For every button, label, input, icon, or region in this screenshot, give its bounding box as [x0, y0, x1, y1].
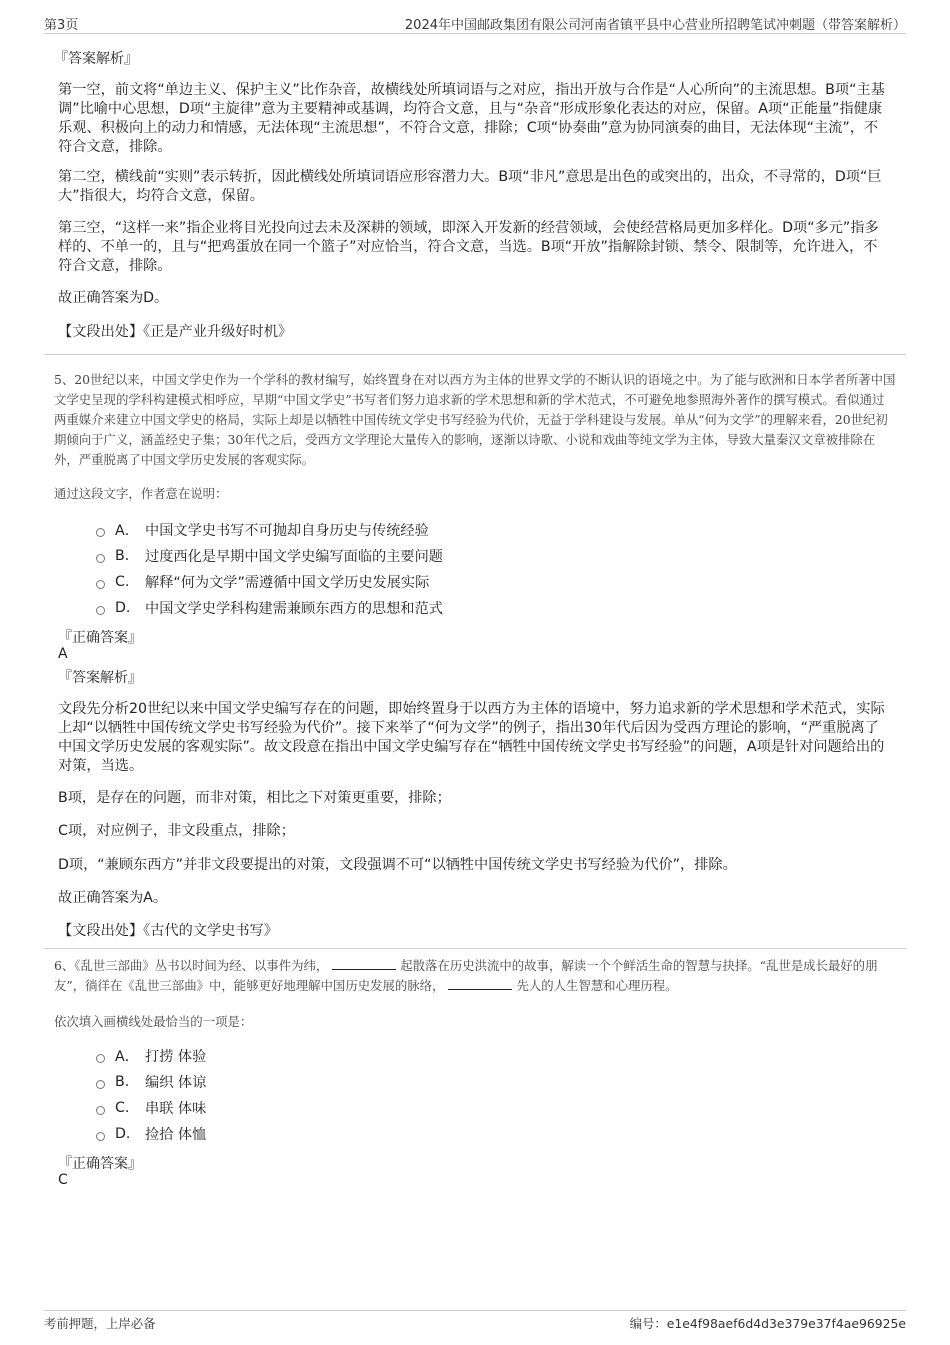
q5-analysis-paragraph-4: D项，“兼顾东西方”并非文段要提出的对策，文段强调不可“以牺牲中国传统文学史书写经验为代价”，排除。: [58, 857, 737, 873]
radio-icon[interactable]: [96, 1054, 105, 1063]
q6-question-text: [54, 956, 896, 996]
option-letter: D.: [115, 1126, 131, 1142]
option-text: 过度西化是早期中国文学史编写面临的主要问题: [145, 549, 443, 565]
document-id: 编号：e1e4f98aef6d4d3e379e37f4ae96925e: [629, 1316, 906, 1331]
q5-source: 【文段出处】《古代的文学史书写》: [58, 923, 278, 939]
q4-analysis-paragraph-1: 第一空，前文将“单边主义、保护主义”比作杂音，故横线处所填词语与之对应，指出开放与合作是“人心所向”的主流思想。B项“主基调”比喻中心思想，D项“主旋律”意为主要精神或基调，均符合文意，且与“杂音”形成形象化表达的对应，保留。A项“正能量”指健康乐观、积极向上的动力和情感，无法体现“主流思想”，不符合文意，排除；C项“协奏曲”意为协同演奏的曲目，无法体现“主流”，不符合文意，排除。: [58, 82, 885, 155]
q5-option-c[interactable]: [96, 572, 429, 592]
q5-answer-label: 『正确答案』: [58, 630, 142, 646]
option-text: 串联 体味: [145, 1101, 207, 1117]
radio-icon[interactable]: [96, 528, 105, 537]
q6-option-d[interactable]: [96, 1124, 206, 1144]
q6-text-part-2: 起散落在历史洪流中的故事，解读一个个鲜活生命的智慧与抉择。“乱世是成长最好的朋友”，徜徉在《乱世三部曲》中，能够更好地理解中国历史发展的脉络，: [54, 958, 878, 993]
radio-icon[interactable]: [96, 1106, 105, 1115]
radio-icon[interactable]: [96, 1080, 105, 1089]
fill-blank-1: [332, 957, 396, 970]
section-divider: [44, 948, 906, 949]
option-text: 中国文学史书写不可抛却自身历史与传统经验: [145, 523, 429, 539]
footer-divider: [44, 1310, 906, 1311]
option-text: 中国文学史学科构建需兼顾东西方的思想和范式: [145, 601, 443, 617]
radio-icon[interactable]: [96, 580, 105, 589]
q4-analysis-label: 『答案解析』: [54, 51, 138, 67]
document-title: 2024年中国邮政集团有限公司河南省镇平县中心营业所招聘笔试冲刺题（带答案解析）: [404, 18, 906, 33]
footer-slogan: 考前押题，上岸必备: [44, 1316, 156, 1331]
q5-analysis-paragraph-1: 文段先分析20世纪以来中国文学史编写存在的问题，即始终置身于以西方为主体的语境中，努力追求新的学术思想和学术范式，实际上却“以牺牲中国传统文学史书写经验为代价”。接下来举了“何为文学”的例子，指出30年代后因为受西方理论的影响，“严重脱离了中国文学历史发展的客观实际”。故文段意在指出中国文学史编写存在“牺牲中国传统文学史书写经验”的问题，A项是针对问题给出的对策，当选。: [58, 701, 885, 774]
q5-analysis-paragraph-2: B项，是存在的问题，而非对策，相比之下对策更重要，排除；: [58, 790, 451, 806]
q5-analysis-paragraph-3: C项，对应例子，非文段重点，排除；: [58, 823, 295, 839]
option-letter: B.: [115, 548, 130, 564]
q6-option-b[interactable]: [96, 1072, 206, 1092]
q5-question-text: 5、20世纪以来，中国文学史作为一个学科的教材编写，始终置身在对以西方为主体的世界文学的不断认识的语境之中。为了能与欧洲和日本学者所著中国文学史呈现的学科构建模式相呼应，早期“中国文学史”书写者们努力追求新的学术思想和新的学术范式，不可避免地参照海外著作的撰写模式。看似通过两重媒介来建立中国文学史的格局，实际上却是以牺牲中国传统文学史书写经验为代价，无益于学科建设与发展。单从“何为文学”的理解来看，20世纪初期倾向于广义，涵盖经史子集；30年代之后，受西方文学理论大量传入的影响，逐渐以诗歌、小说和戏曲等纯文学为主体，导致大量秦汉文章被排除在外，严重脱离了中国文学历史发展的客观实际。: [54, 372, 896, 467]
header-divider: [44, 33, 906, 34]
option-letter: B.: [115, 1074, 130, 1090]
q4-source: 【文段出处】《正是产业升级好时机》: [58, 324, 293, 340]
q4-analysis-paragraph-2: 第二空，横线前“实则”表示转折，因此横线处所填词语应形容潜力大。B项“非凡”意思是出色的或突出的，出众，不寻常的，D项“巨大”指很大，均符合文意，保留。: [58, 169, 882, 204]
option-text: 编织 体谅: [145, 1075, 207, 1091]
option-letter: C.: [115, 574, 130, 590]
option-text: 打捞 体验: [145, 1049, 207, 1065]
q5-analysis-label: 『答案解析』: [58, 670, 142, 686]
q6-option-c[interactable]: [96, 1098, 206, 1118]
fill-blank-2: [448, 977, 512, 990]
q6-answer: C: [58, 1172, 68, 1188]
q6-question-prompt: 依次填入画横线处最恰当的一项是：: [54, 1014, 253, 1029]
option-text: 捡拾 体恤: [145, 1127, 207, 1143]
q6-text-part-1: 6、《乱世三部曲》丛书以时间为经、以事件为纬，: [54, 958, 329, 973]
q6-option-a[interactable]: [96, 1046, 206, 1066]
radio-icon[interactable]: [96, 1132, 105, 1141]
q6-text-part-3: 先人的人生智慧和心理历程。: [516, 978, 678, 993]
radio-icon[interactable]: [96, 606, 105, 615]
q4-analysis-paragraph-3: 第三空，“这样一来”指企业将目光投向过去未及深耕的领域，即深入开发新的经营领域，会使经营格局更加多样化。D项“多元”指多样的、不单一的，且与“把鸡蛋放在同一个篮子”对应恰当，符合文意，当选。B项“开放”指解除封锁、禁令、限制等，允许进入，不符合文意，排除。: [58, 220, 879, 274]
q5-option-d[interactable]: [96, 598, 443, 618]
section-divider: [44, 354, 906, 355]
q5-question-prompt: 通过这段文字，作者意在说明：: [54, 486, 228, 501]
q5-option-a[interactable]: [96, 520, 429, 540]
page-number: 第3页: [44, 18, 79, 33]
option-text: 解释“何为文学”需遵循中国文学历史发展实际: [145, 575, 430, 591]
option-letter: A．: [115, 523, 139, 539]
q6-answer-label: 『正确答案』: [58, 1156, 142, 1172]
option-letter: A．: [115, 1049, 139, 1065]
q5-option-b[interactable]: [96, 546, 443, 566]
option-letter: C.: [115, 1100, 130, 1116]
q5-final-answer: 故正确答案为A。: [58, 890, 168, 906]
radio-icon[interactable]: [96, 554, 105, 563]
option-letter: D.: [115, 600, 131, 616]
q5-answer: A: [58, 646, 68, 662]
q4-final-answer: 故正确答案为D。: [58, 290, 169, 306]
